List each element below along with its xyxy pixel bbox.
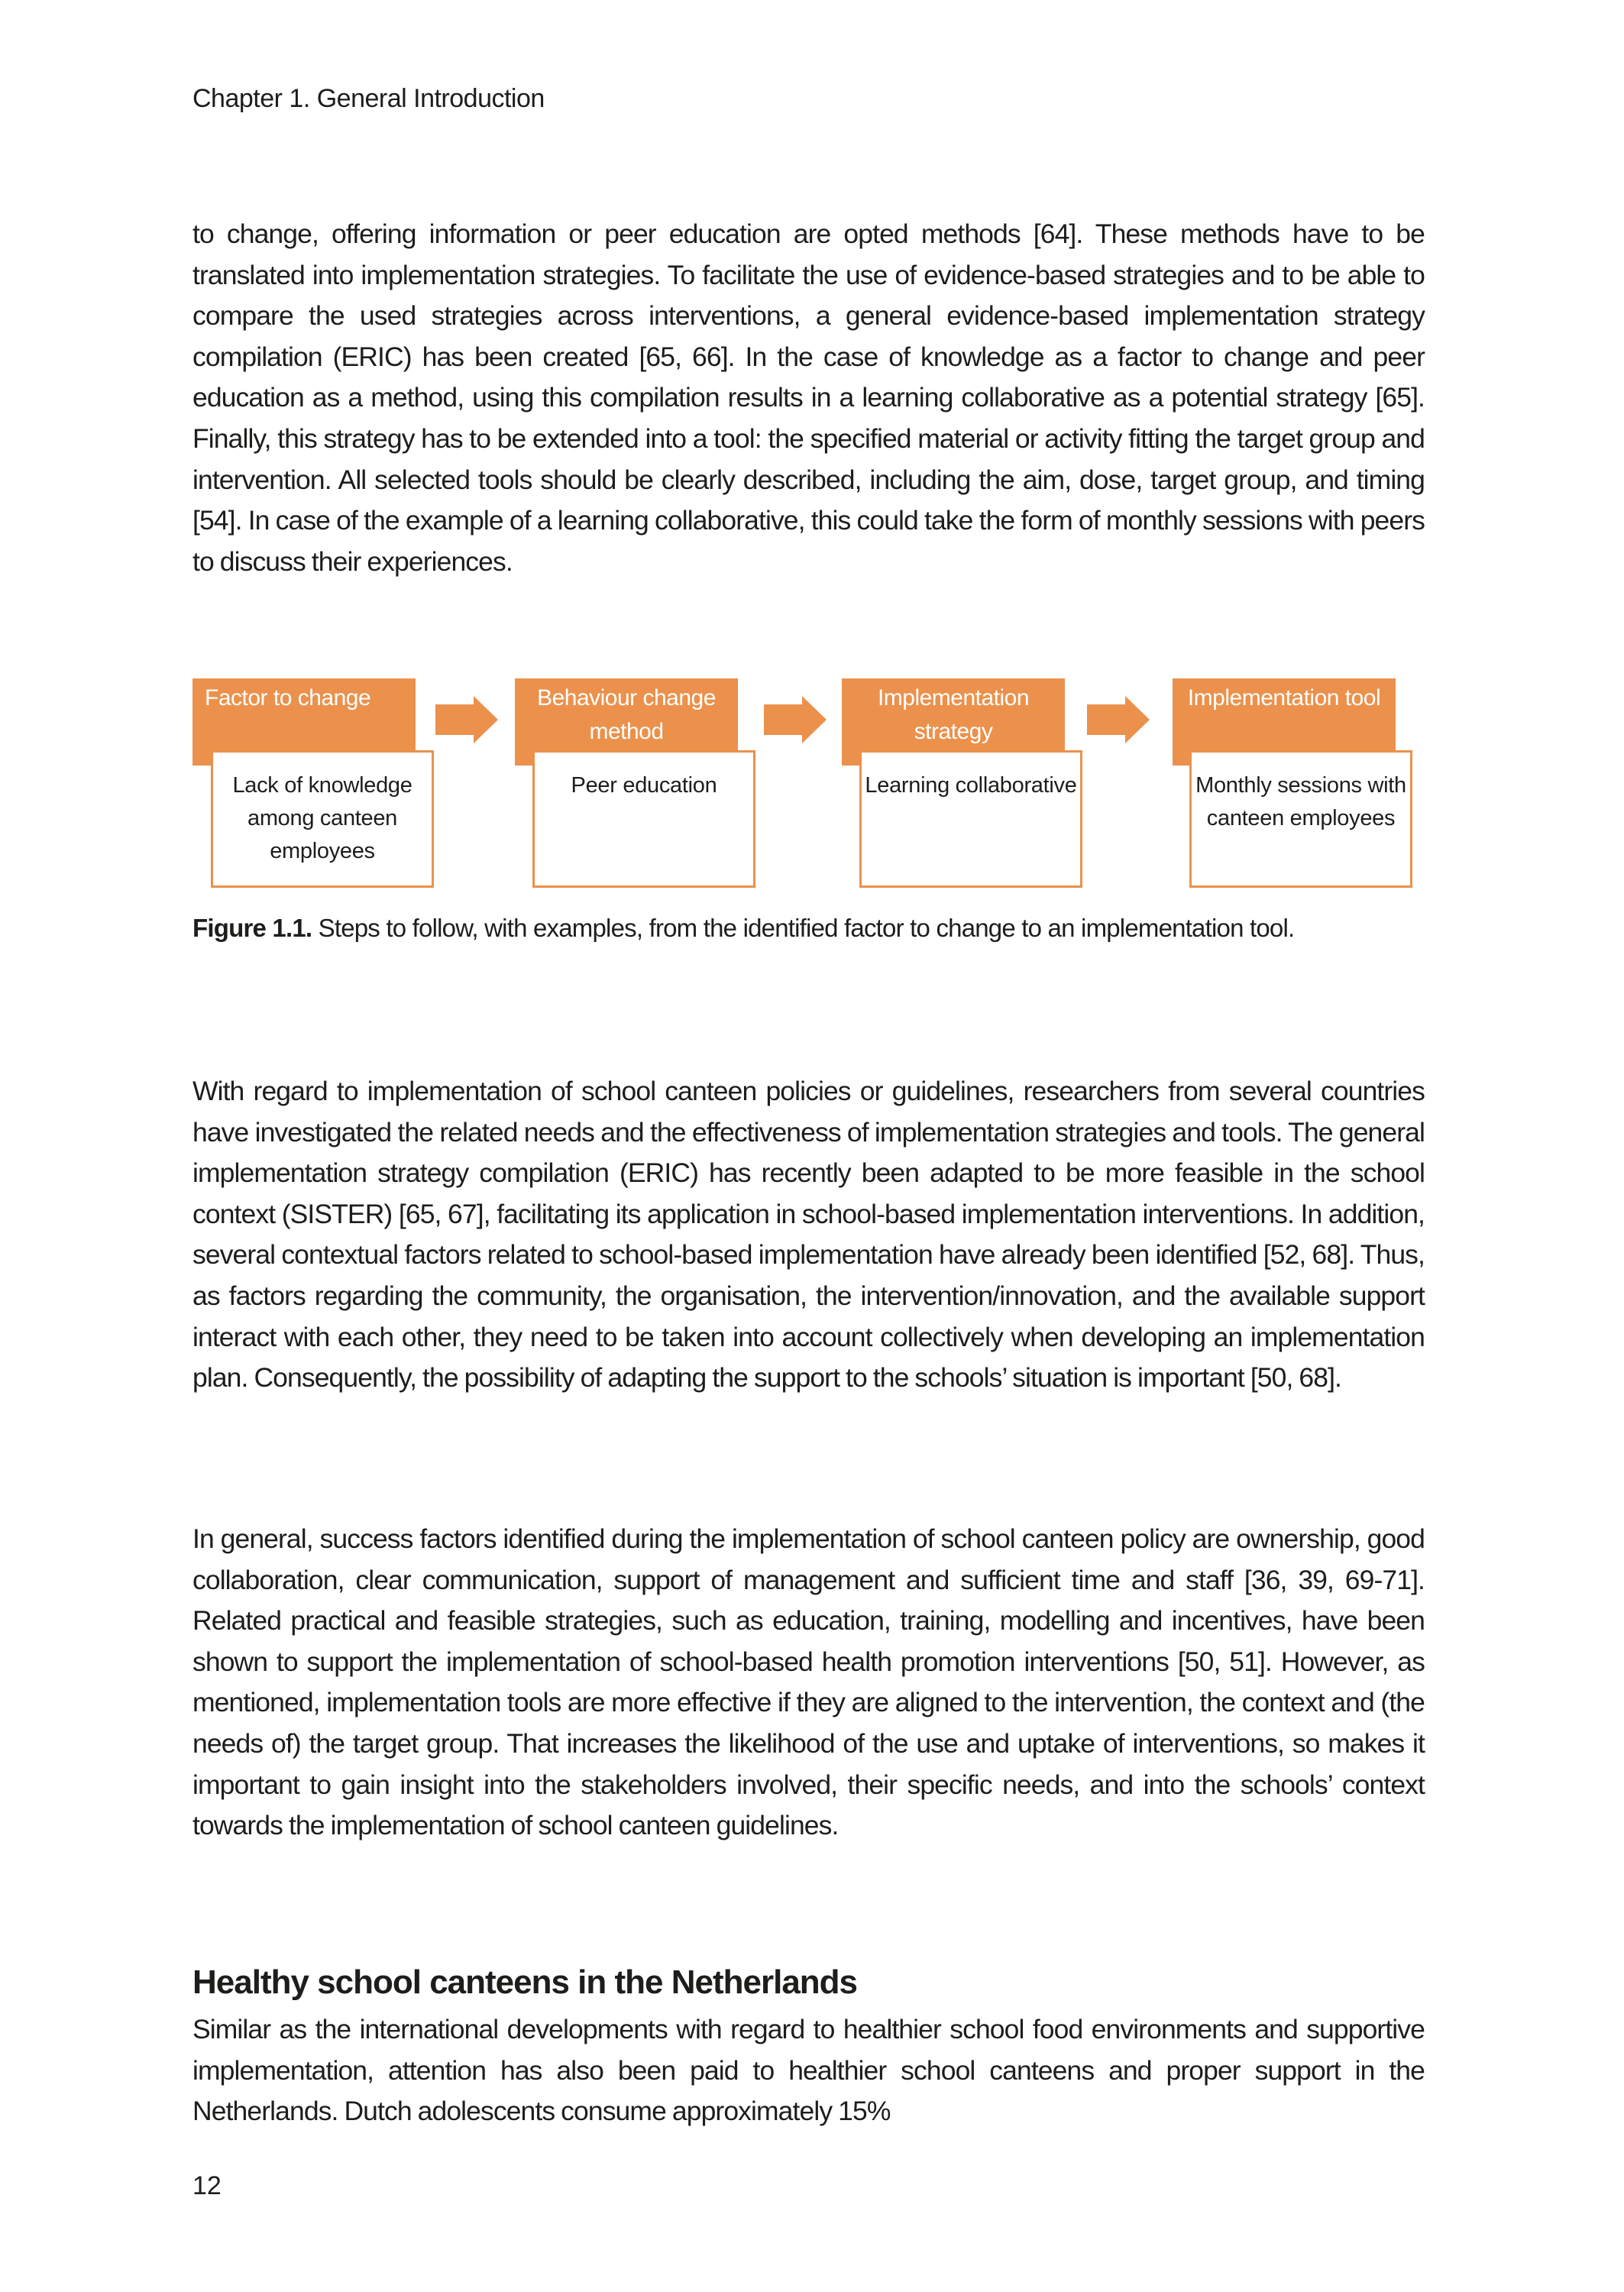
paragraph-3: In general, success factors identified during the implementation of school canteen policy are ownership, good collaboration, clear communication, support of management and sufficient time and staff [36, 39, 69-71]. Related practical and feasible strategies, such as education, training, modelling and incentives, have been shown to support the implementation of school-based health promotion interventions [50, 51]. However, as mentioned, implementation tools are more effective if they are aligned to the intervention, the context and (the needs of) the target group. That increases the likelihood of the use and uptake of interventions, so makes it important to gain insight into the stakeholders involved, their specific needs, and into the schools’ context towards the implementation of school canteen guidelines. (192, 1523, 1425, 1841)
step-1-example: Lack of knowledge among canteen employees (211, 750, 434, 888)
paragraph-1: to change, offering information or peer education are opted methods [64]. These methods have to be translated into implementation strategies. To facilitate the use of evidence-based strategies and to be able to compare the used strategies across interventions, a general evidence-based implementation strategy compilation (ERIC) has been created [65, 66]. In the case of knowledge as a factor to change and peer education as a method, using this compilation results in a learning collaborative as a potential strategy [65]. Finally, this strategy has to be extended into a tool: the specified material or activity fitting the target group and intervention. All selected tools should be clearly described, including the aim, dose, target group, and timing [54]. In case of the example of a learning collaborative, this could take the form of monthly sessions with peers to discuss their experiences. (192, 219, 1425, 577)
page-number: 12 (192, 2171, 222, 2200)
figure-label: Figure 1.1. (192, 914, 312, 942)
running-head (192, 84, 545, 114)
step-4-header: Implementation tool (1173, 678, 1396, 766)
step-4-example: Monthly sessions with canteen employees (1189, 750, 1412, 888)
figure-caption (192, 908, 1425, 949)
step-2-header: Behaviour change method (515, 678, 738, 766)
step-1-header: Factor to change (192, 678, 416, 766)
step-3-header: Implementation strategy (842, 678, 1065, 766)
chapter-number: Chapter 1. (192, 84, 310, 113)
arrow-right-icon (764, 696, 827, 743)
paragraph-2: With regard to implementation of school canteen policies or guidelines, researchers from several countries have investigated the related needs and the effectiveness of implementation strategies and tools. The general implementation strategy compilation (ERIC) has recently been adapted to be more feasible in the school context (SISTER) [65, 67], facilitating its application in school-based implementation interventions. In addition, several contextual factors related to school-based implementation have already been identified [52, 68]. Thus, as factors regarding the community, the organisation, the intervention/innovation, and the available support interact with each other, they need to be taken into account collectively when developing an implementation plan. Consequently, the possibility of adapting the support to the schools’ situation is important [50, 68]. (192, 1076, 1425, 1394)
figure-caption-text: Steps to follow, with examples, from the identified factor to change to an implementation tool. (312, 914, 1295, 942)
section-heading: Healthy school canteens in the Netherlands (192, 1963, 858, 2001)
step-2-example: Peer education (532, 750, 755, 888)
arrow-right-icon (435, 696, 498, 743)
paragraph-4: Similar as the international developments with regard to healthier school food environments and supportive implementation, attention has also been paid to healthier school canteens and proper support in the Netherlands. Dutch adolescents consume approximately 15% (192, 2014, 1425, 2127)
arrow-right-icon (1087, 696, 1150, 743)
chapter-title: General Introduction (316, 84, 545, 113)
step-3-example: Learning collaborative (859, 750, 1082, 888)
